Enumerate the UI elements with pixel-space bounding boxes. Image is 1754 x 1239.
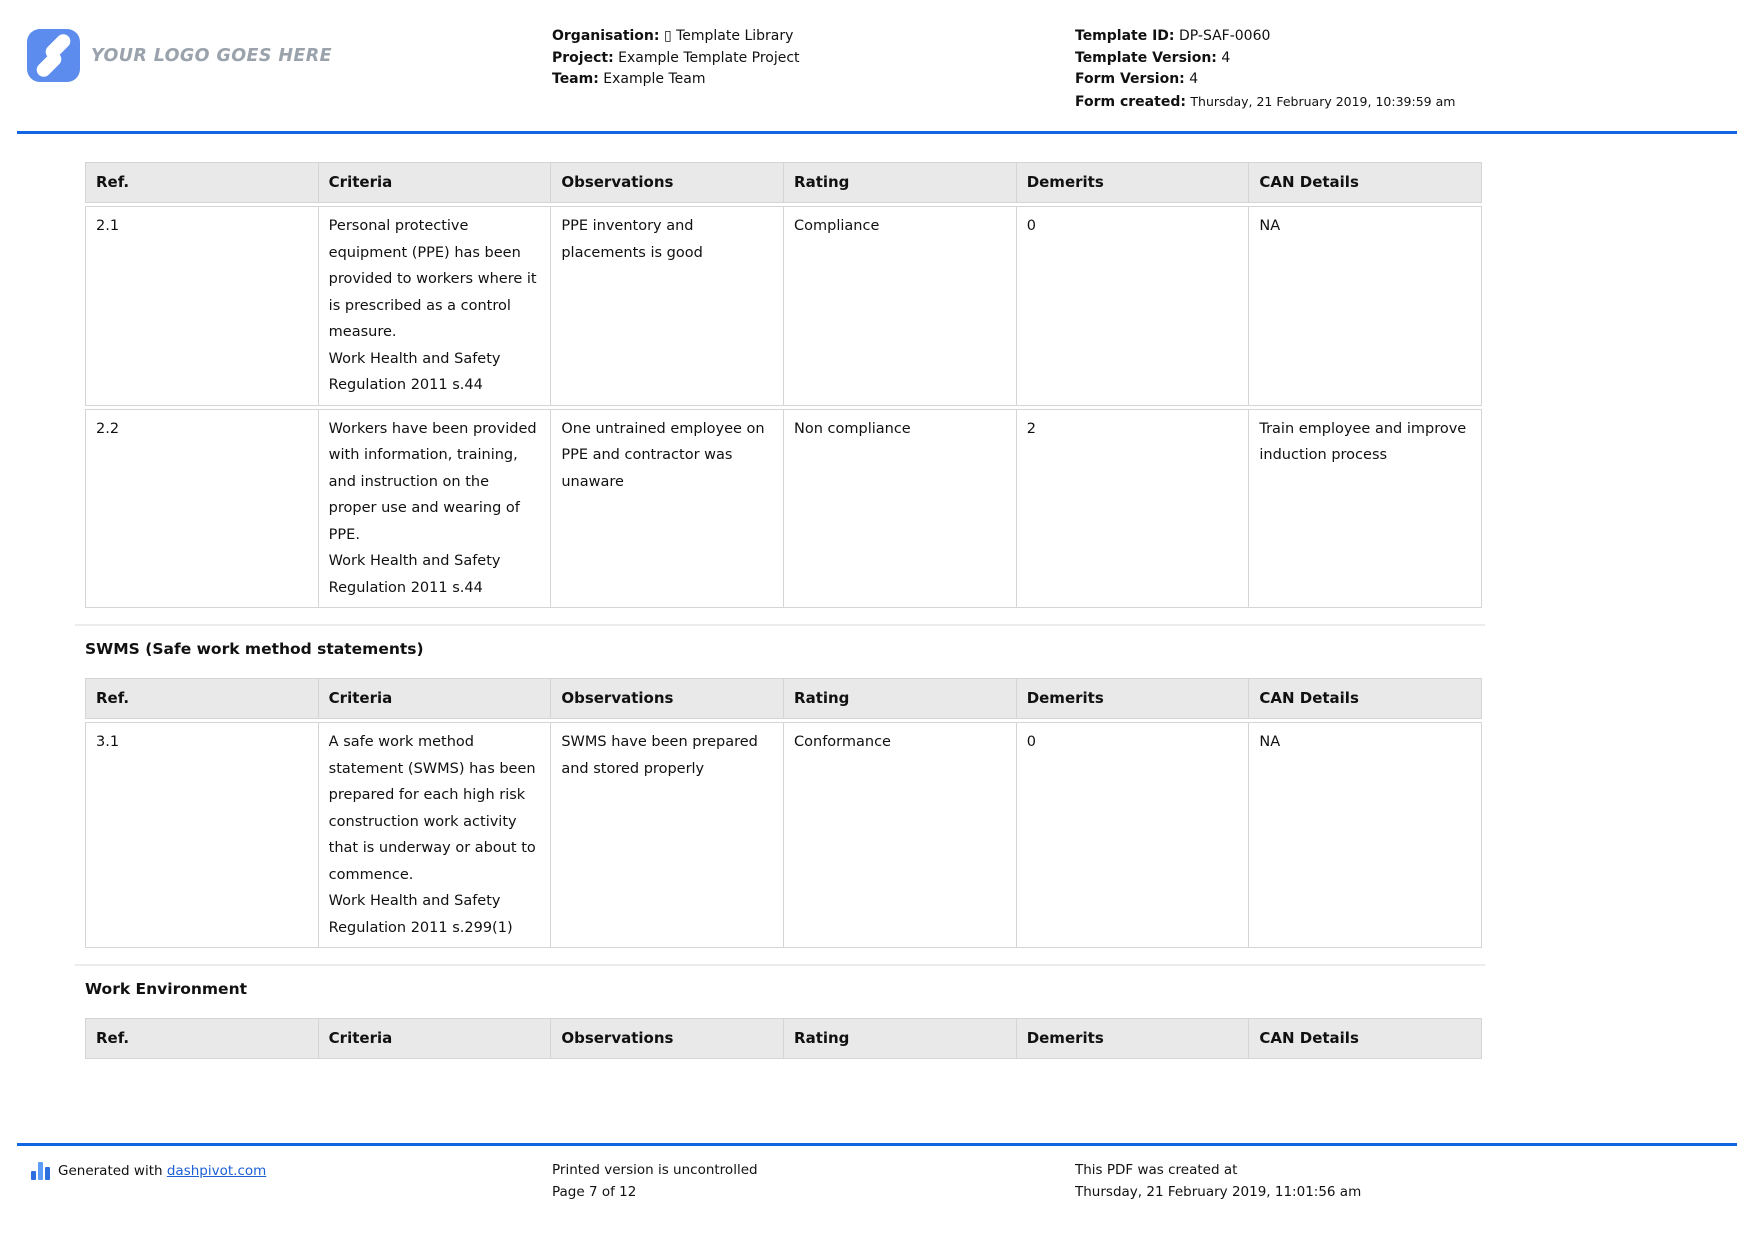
col-header-criteria: Criteria — [318, 679, 551, 718]
form-version-value: 4 — [1189, 71, 1199, 87]
footer-generated — [31, 1160, 266, 1182]
col-header-demerits: Demerits — [1016, 1019, 1249, 1058]
work-environment-table — [85, 1018, 1482, 1059]
cell-ref: 2.1 — [96, 218, 120, 234]
cell-criteria — [318, 207, 551, 405]
project-label: Project: — [552, 49, 614, 66]
criteria-text: A safe work method statement (SWMS) has been prepared for each high risk construction work activity that is underway or about to commence. — [328, 734, 536, 883]
criteria-text: Workers have been provided with information, training, and instruction on the proper use and wearing of PPE. — [328, 420, 537, 543]
created-at-label: This PDF was created at — [1075, 1162, 1238, 1178]
form-version-row — [1075, 69, 1455, 91]
col-header-criteria: Criteria — [318, 163, 551, 202]
cell-observations: SWMS have been prepared and stored properly — [550, 723, 783, 947]
form-version-label: Form Version: — [1075, 71, 1185, 87]
template-id-label: Template ID: — [1075, 28, 1175, 44]
table-header-row — [85, 162, 1482, 203]
col-header-observations: Observations — [550, 1019, 783, 1058]
footer-divider — [17, 1143, 1737, 1146]
dashpivot-link[interactable]: dashpivot.com — [166, 1163, 267, 1179]
audit-content — [0, 134, 1754, 1059]
logo-placeholder-text: YOUR LOGO GOES HERE — [91, 45, 332, 66]
col-header-can-details: CAN Details — [1248, 1019, 1481, 1058]
cell-rating: Non compliance — [783, 410, 1016, 608]
form-created-row — [1075, 91, 1455, 114]
cell-rating: Conformance — [783, 723, 1016, 947]
cell-ref: 2.2 — [96, 420, 120, 437]
project-row — [552, 48, 800, 70]
cell-can-details: NA — [1248, 207, 1481, 405]
cell-criteria — [318, 410, 551, 608]
table-row-3-1 — [85, 722, 1482, 948]
project-value: Example Template Project — [618, 49, 800, 66]
template-version-label: Template Version: — [1075, 49, 1217, 66]
logo-icon — [27, 29, 80, 82]
cell-criteria — [318, 723, 551, 947]
document-header — [0, 0, 1754, 131]
team-value: Example Team — [603, 71, 706, 87]
document-footer — [0, 1143, 1754, 1200]
footer-created-at — [1075, 1159, 1361, 1203]
organisation-value: ▯ Template Library — [663, 28, 794, 44]
cell-can-details: Train employee and improve induction process — [1248, 410, 1481, 608]
criteria-regulation: Work Health and Safety Regulation 2011 s.44 — [328, 553, 501, 596]
table-header-row — [85, 678, 1482, 719]
col-header-rating: Rating — [783, 679, 1016, 718]
col-header-rating: Rating — [783, 163, 1016, 202]
logo-pill-bottom — [34, 49, 64, 79]
page-number: Page 7 of 12 — [552, 1184, 637, 1200]
col-header-observations: Observations — [550, 163, 783, 202]
col-header-ref: Ref. — [96, 689, 130, 707]
criteria-regulation: Work Health and Safety Regulation 2011 s.44 — [328, 350, 501, 393]
col-header-criteria: Criteria — [318, 1019, 551, 1058]
header-meta-project-block — [552, 26, 800, 91]
col-header-demerits: Demerits — [1016, 679, 1249, 718]
cell-ref: 3.1 — [96, 734, 120, 750]
team-label: Team: — [552, 71, 599, 87]
team-row — [552, 69, 800, 91]
col-header-can-details: CAN Details — [1248, 679, 1481, 718]
footer-center — [552, 1159, 758, 1203]
col-header-observations: Observations — [550, 679, 783, 718]
table-row-2-2 — [85, 409, 1482, 609]
cell-demerits: 0 — [1016, 723, 1249, 947]
section-title-swms: SWMS (Safe work method statements) — [85, 640, 424, 658]
table-row-2-1 — [85, 206, 1482, 406]
ppe-table — [85, 162, 1482, 608]
section-title-work-environment: Work Environment — [85, 980, 248, 998]
cell-demerits: 0 — [1016, 207, 1249, 405]
uncontrolled-note: Printed version is uncontrolled — [552, 1162, 758, 1178]
col-header-rating: Rating — [783, 1019, 1016, 1058]
criteria-regulation: Work Health and Safety Regulation 2011 s.299(1) — [328, 893, 513, 936]
cell-rating: Compliance — [783, 207, 1016, 405]
organisation-label: Organisation: — [552, 28, 660, 44]
cell-observations: One untrained employee on PPE and contractor was unaware — [550, 410, 783, 608]
form-created-value: Thursday, 21 February 2019, 10:39:59 am — [1190, 93, 1456, 109]
col-header-can-details: CAN Details — [1248, 163, 1481, 202]
cell-demerits: 2 — [1016, 410, 1249, 608]
section-separator — [75, 964, 1485, 966]
header-meta-template-block — [1075, 26, 1455, 113]
template-id-value: DP-SAF-0060 — [1178, 28, 1271, 44]
template-version-value: 4 — [1221, 49, 1231, 66]
generated-with-text: Generated with — [58, 1163, 163, 1179]
col-header-ref: Ref. — [96, 173, 130, 191]
form-created-label: Form created: — [1075, 93, 1186, 110]
organisation-row — [552, 26, 800, 48]
created-at-value: Thursday, 21 February 2019, 11:01:56 am — [1075, 1184, 1362, 1200]
col-header-ref: Ref. — [96, 1029, 130, 1047]
logo — [27, 29, 332, 82]
swms-table — [85, 678, 1482, 948]
cell-can-details: NA — [1248, 723, 1481, 947]
cell-observations: PPE inventory and placements is good — [550, 207, 783, 405]
template-id-row — [1075, 26, 1455, 48]
table-header-row — [85, 1018, 1482, 1059]
bar-chart-icon — [31, 1162, 50, 1180]
criteria-text: Personal protective equipment (PPE) has been provided to workers where it is prescribed as a control measure. — [328, 218, 537, 340]
section-separator — [75, 624, 1485, 626]
col-header-demerits: Demerits — [1016, 163, 1249, 202]
template-version-row — [1075, 48, 1455, 70]
